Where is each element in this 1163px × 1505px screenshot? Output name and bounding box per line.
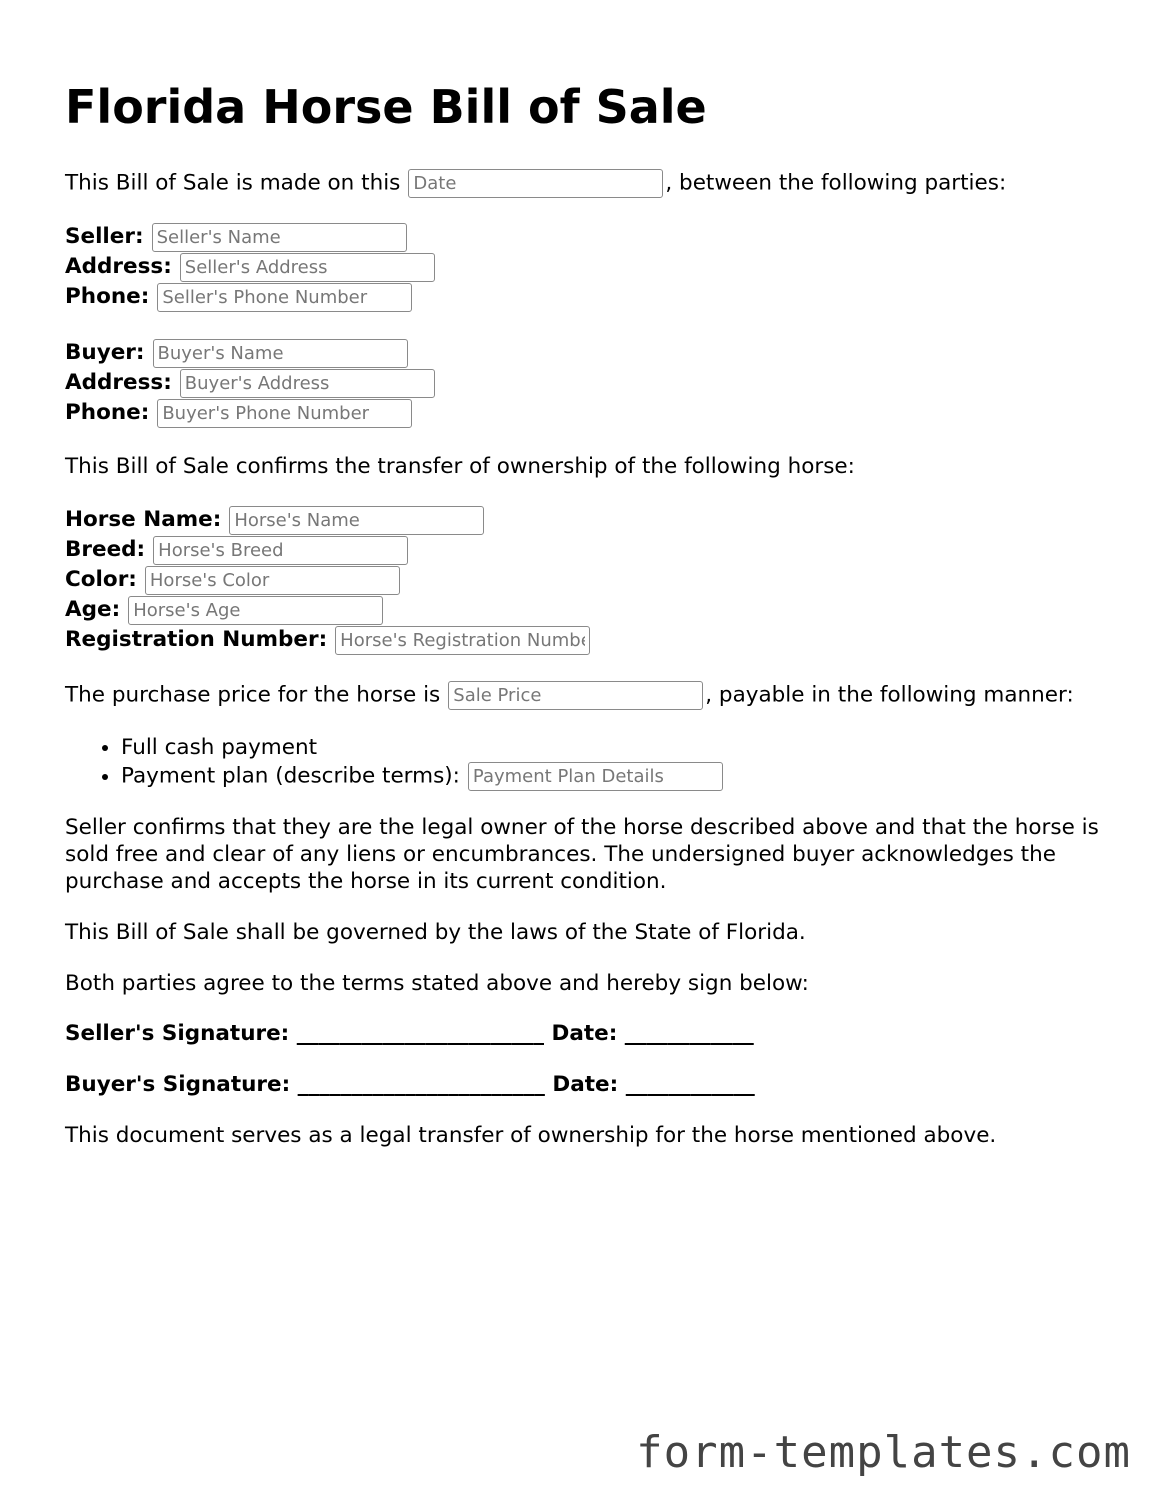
seller-address-row	[65, 252, 1105, 282]
seller-name-input[interactable]	[152, 223, 407, 252]
buyer-name-label: Buyer:	[65, 339, 145, 365]
horse-age-label: Age:	[65, 596, 121, 622]
intro-text-before: This Bill of Sale is made on this	[65, 170, 401, 196]
horse-name-label: Horse Name:	[65, 506, 222, 532]
seller-phone-row	[65, 282, 1105, 312]
buyer-phone-row	[65, 398, 1105, 428]
seller-name-label: Seller:	[65, 223, 144, 249]
intro-paragraph	[65, 169, 1105, 198]
price-text-before: The purchase price for the horse is	[65, 682, 441, 708]
horse-name-row	[65, 505, 1105, 535]
seller-address-label: Address:	[65, 253, 172, 279]
buyer-name-input[interactable]	[153, 339, 408, 368]
law-paragraph: This Bill of Sale shall be governed by the laws of the State of Florida.	[65, 919, 806, 945]
seller-phone-label: Phone:	[65, 283, 150, 309]
buyer-section	[65, 338, 1105, 428]
buyer-address-input[interactable]	[180, 369, 435, 398]
payment-option-cash: • Full cash payment	[121, 734, 1105, 762]
seller-signature-line: Seller's Signature: _______________________ Date: ____________	[65, 1021, 754, 1047]
seller-name-row	[65, 222, 1105, 252]
sale-date-input[interactable]	[408, 169, 663, 198]
buyer-address-label: Address:	[65, 369, 172, 395]
buyer-phone-input[interactable]	[157, 399, 412, 428]
closing-paragraph: This document serves as a legal transfer of ownership for the horse mentioned above.	[65, 1123, 997, 1149]
buyer-signature-line: Buyer's Signature: _______________________ Date: ____________	[65, 1072, 755, 1098]
horse-name-input[interactable]	[229, 506, 484, 535]
price-paragraph	[65, 681, 1105, 710]
payment-plan-label: Payment plan (describe terms):	[121, 763, 460, 789]
watermark: form-templates.com	[636, 1427, 1131, 1478]
bill-of-sale-form	[65, 80, 1105, 1174]
horse-color-label: Color:	[65, 566, 137, 592]
horse-color-row	[65, 565, 1105, 595]
seller-section	[65, 222, 1105, 312]
horse-registration-row	[65, 625, 1105, 655]
agree-paragraph: Both parties agree to the terms stated above and hereby sign below:	[65, 970, 809, 996]
buyer-name-row	[65, 338, 1105, 368]
sale-price-input[interactable]	[448, 681, 703, 710]
buyer-phone-label: Phone:	[65, 399, 150, 425]
horse-breed-input[interactable]	[153, 536, 408, 565]
horse-section	[65, 505, 1105, 655]
horse-color-input[interactable]	[145, 566, 400, 595]
payment-option-plan	[121, 762, 1105, 791]
page-title: Florida Horse Bill of Sale	[65, 80, 707, 134]
price-text-after: , payable in the following manner:	[705, 682, 1074, 708]
payment-options-list	[65, 734, 1105, 791]
confirm-paragraph: Seller confirms that they are the legal owner of the horse described above and that the horse is sold free and clear of any liens or encumbrances. The undersigned buyer acknowledges the purchase and accepts the horse in its current condition.	[65, 815, 1099, 894]
intro-text-after: , between the following parties:	[665, 170, 1007, 196]
transfer-paragraph: This Bill of Sale confirms the transfer of ownership of the following horse:	[65, 454, 855, 480]
buyer-address-row	[65, 368, 1105, 398]
horse-age-row	[65, 595, 1105, 625]
seller-phone-input[interactable]	[157, 283, 412, 312]
seller-address-input[interactable]	[180, 253, 435, 282]
horse-breed-row	[65, 535, 1105, 565]
horse-breed-label: Breed:	[65, 536, 146, 562]
payment-plan-input[interactable]	[468, 762, 723, 791]
horse-registration-label: Registration Number:	[65, 626, 328, 652]
horse-registration-input[interactable]	[335, 626, 590, 655]
horse-age-input[interactable]	[128, 596, 383, 625]
